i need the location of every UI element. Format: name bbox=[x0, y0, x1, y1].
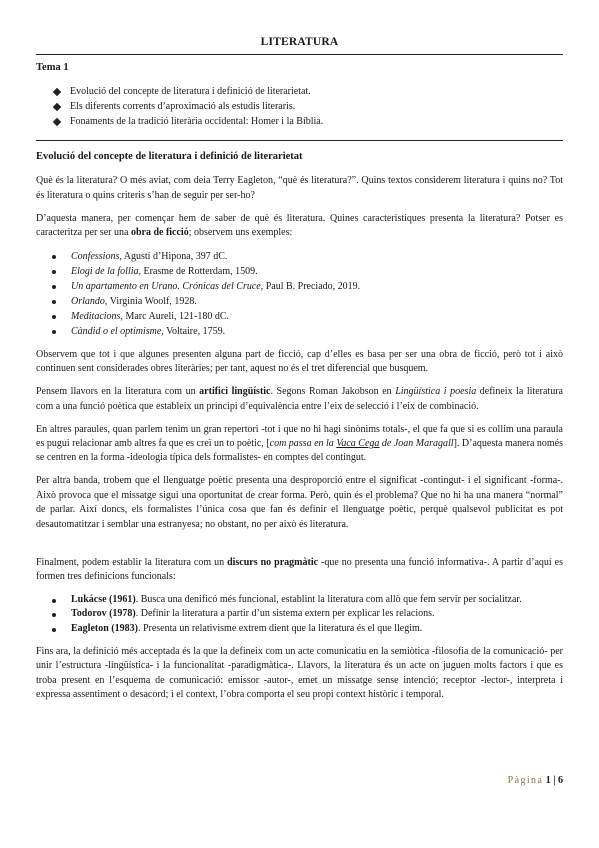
paragraph-communicative-act: Fins ara, la definició més acceptada és la que la defineix com un acte comunicatiu en la semiòtica -filosofia de la comunicació- per unir l’estructura -lingüística- i la funcionalitat -paradigmàtica-. Llavors, la literatura és un acte on juguen molts factors i que es troba present en l’esquema de comunicació: emissor -autor-, emet un missatge sense intenció; receptor -lector-, interpreta i expressa assentiment o desacord; i el context, l’obra comporta el seu propi context històric i temporal. bbox=[36, 646, 563, 701]
tema-topic-item: Fonaments de la tradició literària occidental: Homer i la Bíblia. bbox=[52, 114, 323, 129]
paragraph-intro: Què és la literatura? O més aviat, com deia Terry Eagleton, “què és literatura?”. Quins textos considerem literatura i quins no? Tot és literatura o quins criteris s’han de seguir per ser-ho? bbox=[36, 175, 563, 201]
section-title: Evolució del concepte de literatura i definició de literarietat bbox=[36, 151, 303, 162]
tema-title: Tema 1 bbox=[36, 62, 69, 73]
paragraph-non-pragmatic: Finalment, podem establir la literatura com un discurs no pragmàtic -que no presenta una funció informativa-. A partir d’aquí es formen tres definicions funcionals: bbox=[36, 556, 564, 582]
definitions-list bbox=[36, 593, 563, 636]
tema-topic-item: Evolució del concepte de literatura i definició de literarietat. bbox=[52, 84, 323, 99]
diamond-bullet-icon bbox=[53, 117, 61, 125]
paragraph-poetic-language: Per altra banda, trobem que el llenguatge poètic presenta una desproporció entre el significat -contingut- i el significant -forma-. Això provoca que el missatge sigui una oportunitat de crear forma. Però, quin és el problema? Que no hi ha una manera “normal” de parlar. Així doncs, els formalistes l’única cosa que fan és definir el llenguatge poètic, perquè qualsevol publicitat es pot desautomatitzar i semblar una estranyesa; no obstant, no per això és literatura. bbox=[36, 475, 563, 530]
tema-topic-list bbox=[52, 84, 323, 129]
examples-list bbox=[36, 249, 563, 339]
paragraph-fiction: D’aquesta manera, per començar hem de saber de què és literatura. Quines característiques presenta la literatura? Potser es caracteritza per ser una obra de ficció; observem uns exemples: bbox=[36, 212, 563, 239]
paragraph-fiction-conclusion: Observem que tot i que algunes presenten alguna part de ficció, cap d’elles es basa per ser una obra de ficció, però tot i això continuen sent considerades obres literàries; per tant, aquest no és el tret diferencial que busquem. bbox=[36, 349, 563, 375]
paragraph-repertoire: En altres paraules, quan parlem tenim un gran repertori -tot i que no hi hagi sinònims totals-, el que fa que si es collim una paraula es pugui relacionar amb altres fa que es creï un to poètic, [com passa en la Vaca Cega de Joan Maragall]. D’aquesta manera només se centren en la forma -ideologia típica dels formalistes- en comptes del contingut. bbox=[36, 423, 564, 464]
diamond-bullet-icon bbox=[53, 102, 61, 110]
diamond-bullet-icon bbox=[53, 87, 61, 95]
header-rule bbox=[36, 54, 563, 55]
paragraph-artifice: Pensem llavors en la literatura com un artifici lingüístic. Segons Roman Jakobson en Lingüística i poesia defineix la literatura com a una funció poètica que estableix un principi d’equivalència entre l’eix de selecció i l’eix de combinació. bbox=[36, 386, 563, 412]
list-item: Todorov (1978). Definir la literatura a partir d’un sistema extern per explicar les relacions. bbox=[36, 607, 563, 621]
page-header: LITERATURA bbox=[260, 36, 339, 48]
list-item: Càndid o el optimisme, Voltaire, 1759. bbox=[36, 324, 563, 339]
list-item: Orlando, Virginia Woolf, 1928. bbox=[36, 294, 563, 309]
document-body bbox=[36, 150, 563, 711]
page-number: Pàgina 1 | 6 bbox=[507, 775, 563, 786]
section-divider bbox=[36, 140, 563, 141]
list-item: Meditacions, Marc Aureli, 121-180 dC. bbox=[36, 309, 563, 324]
list-item: Confessions, Agustí d’Hipona, 397 dC. bbox=[36, 249, 563, 264]
list-item: Elogi de la follia, Erasme de Rotterdam, 1509. bbox=[36, 264, 563, 279]
list-item: Lukácse (1961). Busca una denificó més funcional, establint la literatura com allò que fem servir per socialitzar. bbox=[36, 593, 563, 607]
tema-topic-item: Els diferents corrents d’aproximació als estudis literaris. bbox=[52, 99, 323, 114]
list-item: Un apartamento en Urano. Crónicas del Cruce, Paul B. Preciado, 2019. bbox=[36, 279, 563, 294]
list-item: Eagleton (1983). Presenta un relativisme extrem dient que la literatura és el que llegim. bbox=[36, 622, 563, 636]
